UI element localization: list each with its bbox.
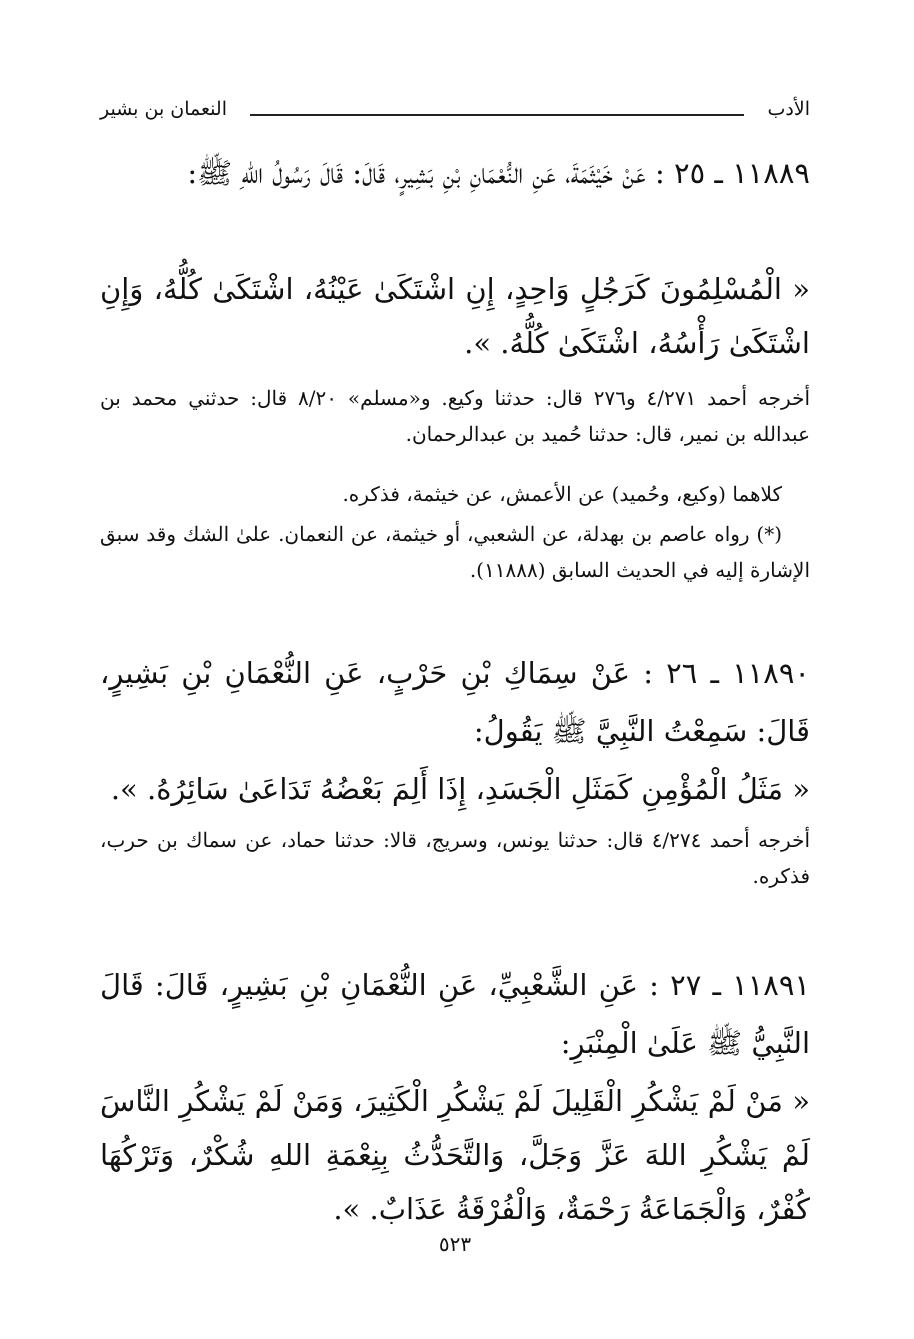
takhrij-note: أخرجه أحمد ٤/٢٧١ و٢٧٦ قال: حدثنا وكيع. و«مسلم» ٨/٢٠ قال: حدثني محمد بن عبدالله بن نمير، قال: حدثنا حُميد بن عبدالرحمان. [100,386,810,446]
running-header [100,92,810,126]
takhrij-note: (*) رواه عاصم بن بهدلة، عن الشعبي، أو خيثمة، عن النعمان. علىٰ الشك وقد سبق الإشارة إليه في الحديث السابق (١١٨٨٨). [100,522,810,582]
hadith-text [100,1074,810,1236]
hadith-heading [100,144,810,202]
page-number: ٥٢٣ [438,1232,472,1256]
header-rule [250,114,744,116]
takhrij-note: أخرجه أحمد ٤/٢٧٤ قال: حدثنا يونس، وسريج، قالا: حدثنا حماد، عن سماك بن حرب، فذكره. [100,828,810,888]
hadith-text [100,262,810,370]
book-page [100,92,810,1292]
hadith-text [100,762,810,816]
hadith-heading-text: ١١٨٩١ ـ ٢٧ : عَنِ الشَّعْبِيِّ، عَنِ النُّعْمَانِ بْنِ بَشِيرٍ، قَالَ: قَالَ النَّبِيُّ ﷺ عَلَىٰ الْمِنْبَرِ: [100,968,811,1060]
hadith-heading-text: ١١٨٩٠ ـ ٢٦ : عَنْ سِمَاكِ بْنِ حَرْبٍ، عَنِ النُّعْمَانِ بْنِ بَشِيرٍ، قَالَ: سَمِعْتُ النَّبِيَّ ﷺ يَقُولُ: [100,656,810,748]
hadith-heading [100,644,810,760]
hadith-text-body: « مَنْ لَمْ يَشْكُرِ الْقَلِيلَ لَمْ يَشْكُرِ الْكَثِيرَ، وَمَنْ لَمْ يَشْكُرِ النَّاسَ لَمْ يَشْكُرِ اللهَ عَزَّ وَجَلَّ، وَالتَّحَدُّثُ بِنِعْمَةِ اللهِ شُكْرٌ، وَتَرْكُهَا كُفْرٌ، وَالْجَمَاعَةُ رَحْمَةٌ، وَالْفُرْقَةُ عَذَابٌ. ». [100,1084,810,1226]
companion-title: النعمان بن بشير [100,98,227,120]
hadith-heading-text: ١١٨٨٩ ـ ٢٥ : عَنْ خَيْثَمَةَ، عَنِ النُّعْمَانِ بْنِ بَشِيرٍ، قَالَ: قَالَ رَسُولُ اللهِ ﷺ: [187,156,810,190]
hadith-text-body: « الْمُسْلِمُونَ كَرَجُلٍ وَاحِدٍ، إِنِ اشْتَكَىٰ عَيْنُهُ، اشْتَكَىٰ كُلُّهُ، وَإِنِ اشْتَكَىٰ رَأْسُهُ، اشْتَكَىٰ كُلُّهُ. ». [100,272,810,360]
hadith-text-body: « مَثَلُ الْمُؤْمِنِ كَمَثَلِ الْجَسَدِ، إِذَا أَلِمَ بَعْضُهُ تَدَاعَىٰ سَائِرُهُ. ». [110,772,810,806]
chapter-title: الأدب [767,98,810,120]
hadith-heading [100,956,810,1072]
takhrij-note: كلاهما (وكيع، وحُميد) عن الأعمش، عن خيثمة، فذكره. [342,482,782,506]
